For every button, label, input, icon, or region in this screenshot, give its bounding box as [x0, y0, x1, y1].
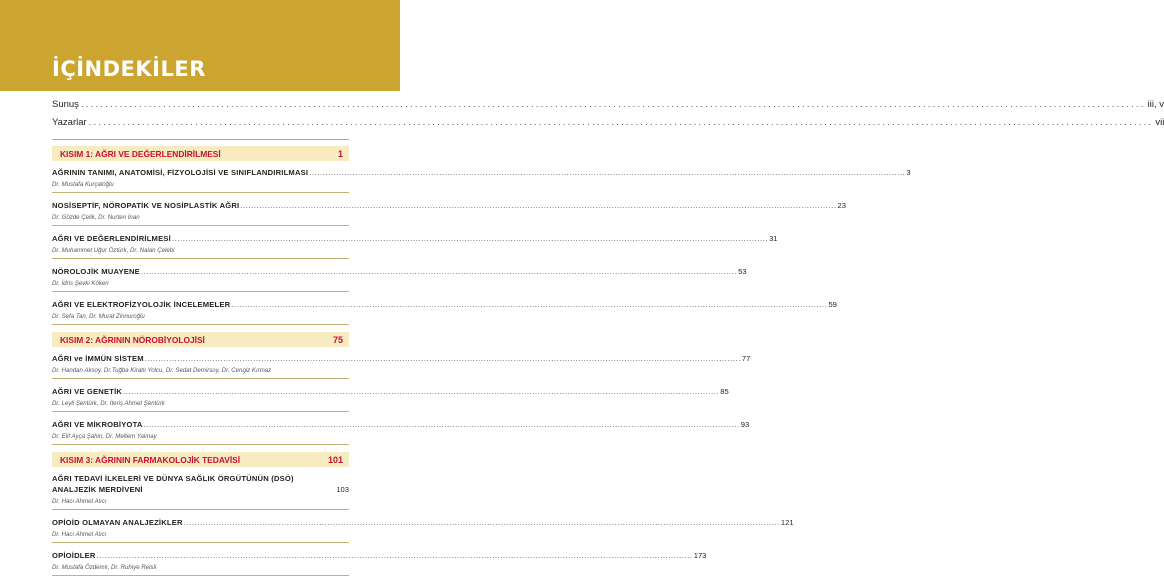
chapter-authors: Dr. Mustafa Özdemir, Dr. Ruhiye Reisli — [52, 563, 349, 576]
chapter-line — [52, 419, 750, 430]
chapter-line — [52, 167, 911, 178]
chapter-title: OPİOİD OLMAYAN ANALJEZİKLER — [52, 518, 183, 527]
front-matter-row[interactable] — [52, 114, 1164, 132]
chapter-entry[interactable] — [52, 200, 846, 226]
chapter-title: AĞRININ TANIMI, ANATOMİSİ, FİZYOLOJİSİ VE SINIFLANDIRILMASI — [52, 168, 309, 177]
part-title: KISIM 1: AĞRI VE DEĞERLENDİRİLMESİ — [60, 148, 221, 159]
chapter-page: 173 — [693, 551, 707, 560]
chapter-title: AĞRI TEDAVİ İLKELERİ VE DÜNYA SAĞLIK ÖRGÜTÜNÜN (DSÖ) ANALJEZİK MERDİVENİ — [52, 474, 294, 494]
front-matter-page: iii, v — [1147, 99, 1164, 110]
part-page: 1 — [337, 148, 343, 159]
chapter-title: AĞRI VE ELEKTROFİZYOLOJİK İNCELEMELER — [52, 300, 231, 309]
leader-dots: ............................................................................................................................................................................................................................ — [143, 420, 740, 429]
chapter-page: 77 — [741, 354, 751, 363]
chapter-line — [52, 386, 729, 397]
part-header[interactable] — [52, 332, 349, 347]
chapter-title: AĞRI ve İMMÜN SİSTEM — [52, 354, 144, 363]
chapter-authors: Dr. Gözde Çelik, Dr. Nurten İnan — [52, 213, 349, 226]
front-matter-page: vii — [1155, 117, 1164, 128]
chapter-page: 3 — [906, 168, 911, 177]
chapter-authors: Dr. Handan Aksoy, Dr.Tuğba Kiratlı Yolcu, Dr. Sedat Demirsoy, Dr. Cengiz Kırmaz — [52, 366, 349, 379]
page-title: İÇİNDEKİLER — [52, 57, 206, 81]
chapter-line — [52, 353, 751, 364]
chapter-page: 53 — [738, 267, 747, 276]
leader-dots: ............................................................................................................................................................................................................................ — [231, 300, 828, 309]
front-matter-label: Sunuş — [52, 99, 79, 110]
chapter-entry[interactable] — [52, 473, 349, 510]
chapter-page: 31 — [769, 234, 778, 243]
front-matter — [52, 96, 1164, 132]
part-header[interactable] — [52, 146, 349, 161]
chapter-authors: Dr. Elif Ayça Şahin, Dr. Meltem Yalınay — [52, 432, 349, 445]
chapter-authors: Dr. Sefa Tan, Dr. Murat Zinnuroğlu — [52, 312, 349, 325]
divider — [52, 139, 349, 140]
chapter-title: NOSİSEPTİF, NÖROPATİK VE NOSİPLASTİK AĞRI — [52, 201, 240, 210]
leader-dots: ............................................................................................................................................................................................................................ — [88, 117, 1154, 128]
chapter-entry[interactable] — [52, 517, 794, 543]
chapter-title: AĞRI VE MİKROBİYOTA — [52, 420, 143, 429]
part-header[interactable] — [52, 452, 349, 467]
part-page: 101 — [327, 454, 343, 465]
chapter-title: AĞRI VE GENETİK — [52, 387, 123, 396]
chapter-entry[interactable] — [52, 353, 751, 379]
leader-dots: ............................................................................................................................................................................................................................ — [123, 387, 720, 396]
chapter-page: 93 — [740, 420, 750, 429]
chapter-entry[interactable] — [52, 550, 707, 576]
chapter-entry[interactable] — [52, 266, 747, 292]
leader-dots: ............................................................................................................................................................................................................................ — [171, 234, 769, 243]
chapter-authors: Dr. Muhammet Uğur Öztürk, Dr. Nalan Çelebi — [52, 246, 349, 259]
leader-dots: ............................................................................................................................................................................................................................ — [80, 99, 1146, 110]
header-band — [0, 0, 400, 91]
chapter-line — [52, 517, 794, 528]
chapter-page: 121 — [780, 518, 794, 527]
leader-dots: ............................................................................................................................................................................................................................ — [140, 267, 738, 276]
part-title: KISIM 2: AĞRININ NÖROBİYOLOJİSİ — [60, 334, 205, 345]
leader-dots: ............................................................................................................................................................................................................................ — [309, 168, 906, 177]
front-matter-label: Yazarlar — [52, 117, 87, 128]
leader-dots: ............................................................................................................................................................................................................................ — [240, 201, 837, 210]
chapter-authors: Dr. Hacı Ahmet Alıcı — [52, 530, 349, 543]
chapter-entry[interactable] — [52, 167, 911, 193]
chapter-title: NÖROLOJİK MUAYENE — [52, 267, 140, 276]
chapter-entry[interactable] — [52, 233, 778, 259]
leader-dots: ............................................................................................................................................................................................................................ — [96, 551, 693, 560]
chapter-entry[interactable] — [52, 419, 750, 445]
leader-dots: ............................................................................................................................................................................................................................ — [144, 354, 741, 363]
toc-parts — [52, 146, 911, 576]
chapter-line — [52, 299, 837, 310]
chapter-line — [52, 266, 747, 277]
part-page: 75 — [332, 334, 343, 345]
chapter-entry[interactable] — [52, 386, 729, 412]
chapter-line — [52, 473, 349, 495]
chapter-page: 103 — [336, 485, 349, 494]
front-matter-row[interactable] — [52, 96, 1164, 114]
chapter-authors: Dr. Leyli Şentürk, Dr. İteriş Ahmet Şentürk — [52, 399, 349, 412]
toc-content — [52, 96, 1164, 583]
chapter-title: OPİOİDLER — [52, 551, 96, 560]
chapter-authors: Dr. Hacı Ahmet Alıcı — [52, 497, 349, 510]
chapter-authors: Dr. İdris Şevki Köken — [52, 279, 349, 292]
chapter-line — [52, 550, 707, 561]
chapter-page: 23 — [837, 201, 846, 210]
chapter-line — [52, 233, 778, 244]
chapter-authors: Dr. Mustafa Kurçaloğlu — [52, 180, 349, 193]
leader-dots: ............................................................................................................................................................................................................................ — [183, 518, 780, 527]
chapter-entry[interactable] — [52, 299, 837, 325]
part-title: KISIM 3: AĞRININ FARMAKOLOJİK TEDAVİSİ — [60, 454, 241, 465]
chapter-line — [52, 200, 846, 211]
chapter-page: 59 — [828, 300, 837, 309]
chapter-page: 85 — [720, 387, 729, 396]
chapter-title: AĞRI VE DEĞERLENDİRİLMESİ — [52, 234, 171, 243]
